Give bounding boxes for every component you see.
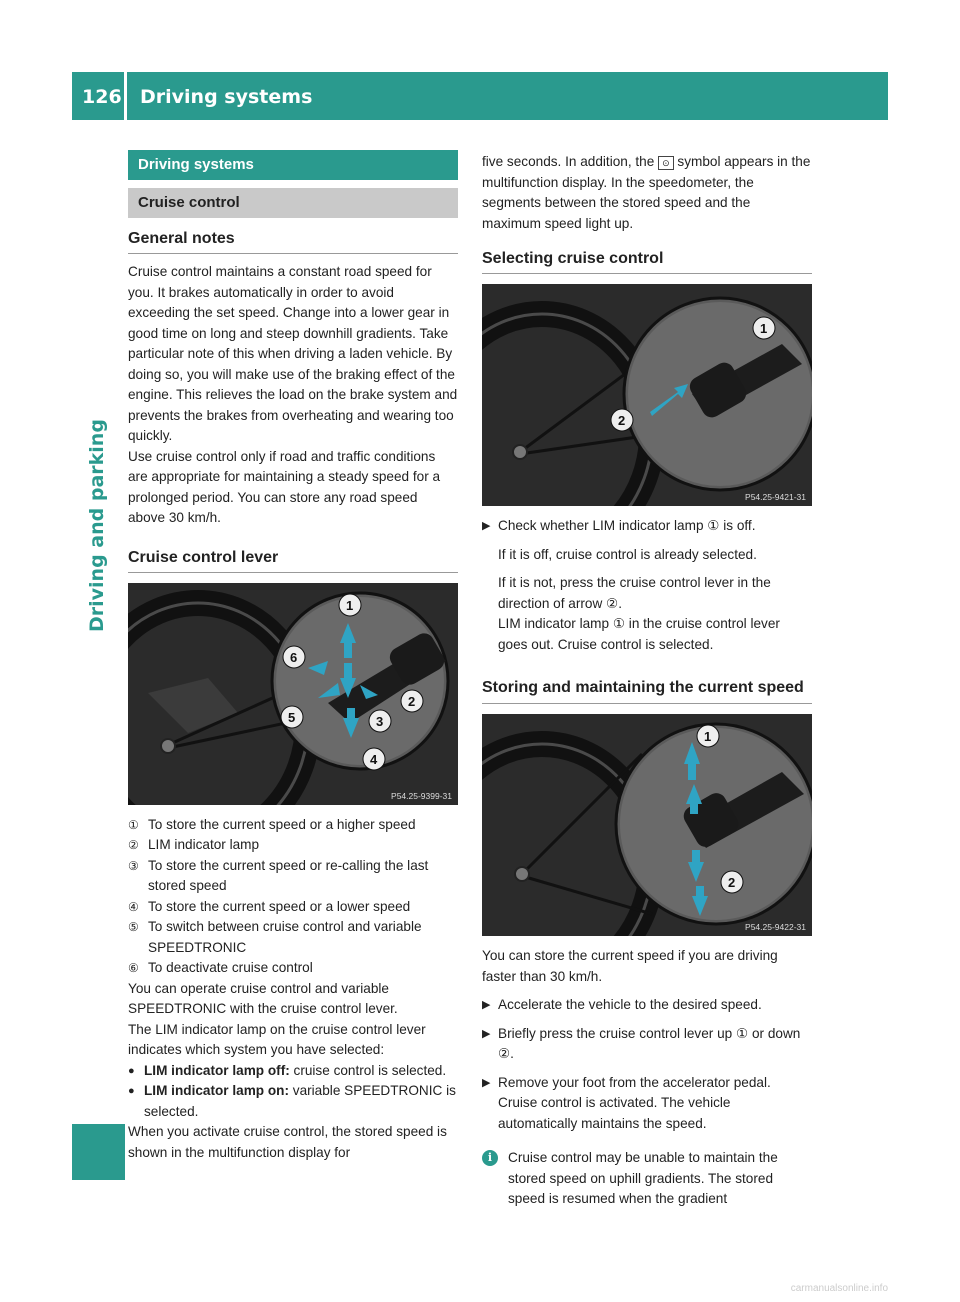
list-item: ▶ Check whether LIM indicator lamp ① is off. bbox=[482, 516, 812, 537]
figure-code: P54.25-9399-31 bbox=[391, 790, 452, 801]
info-icon: i bbox=[482, 1150, 498, 1166]
list-item: ② LIM indicator lamp bbox=[128, 837, 260, 852]
list-item: ▶ Remove your foot from the accelerator pedal. Cruise control is activated. The vehicle automatically maintains the speed. bbox=[482, 1073, 812, 1135]
left-column bbox=[128, 150, 458, 1163]
bullet-icon: ● bbox=[128, 1064, 135, 1077]
list-item: ● LIM indicator lamp off: cruise control is selected. bbox=[128, 1061, 458, 1082]
activate-paragraph: When you activate cruise control, the stored speed is shown in the multifunction display for bbox=[128, 1124, 447, 1160]
select-paragraph-1: If it is off, cruise control is already selected. bbox=[498, 546, 757, 562]
lever-legend bbox=[128, 815, 458, 979]
lim-paragraph: The LIM indicator lamp on the cruise control lever indicates which system you have selected: bbox=[128, 1021, 426, 1057]
marker-1: 1 bbox=[346, 597, 354, 613]
marker-2: 2 bbox=[408, 693, 416, 709]
selecting-figure bbox=[482, 284, 812, 506]
general-notes-heading: General notes bbox=[128, 230, 458, 254]
list-item: ③ To store the current speed or re-calling the last stored speed bbox=[128, 857, 429, 893]
select-paragraph-3: LIM indicator lamp ① in the cruise control lever goes out. Cruise control is selected. bbox=[498, 616, 780, 652]
step-arrow-icon: ▶ bbox=[482, 520, 491, 532]
side-tab-block bbox=[72, 1124, 125, 1180]
storing-figure bbox=[482, 714, 812, 936]
footer-watermark: carmanualsonline.info bbox=[790, 1283, 888, 1294]
cruise-lever-figure bbox=[128, 583, 458, 805]
selecting-heading: Selecting cruise control bbox=[482, 250, 812, 274]
marker-1: 1 bbox=[760, 321, 768, 336]
page-header bbox=[72, 72, 888, 120]
selecting-illustration bbox=[482, 284, 812, 506]
section-heading: Driving systems bbox=[128, 150, 458, 180]
cruise-control-symbol-icon: ⊙ bbox=[658, 156, 674, 170]
select-paragraph-2: If it is not, press the cruise control lever in the direction of arrow ②. bbox=[498, 575, 771, 611]
side-tab-label: Driving and parking bbox=[86, 419, 108, 632]
subsection-heading: Cruise control bbox=[128, 188, 458, 218]
marker-2: 2 bbox=[728, 875, 736, 890]
step-arrow-icon: ▶ bbox=[482, 1076, 491, 1089]
side-tab bbox=[86, 419, 112, 632]
list-item: ● LIM indicator lamp on: variable SPEEDTRONIC is selected. bbox=[128, 1081, 458, 1122]
marker-4: 4 bbox=[370, 751, 378, 767]
general-notes-paragraph-2: Use cruise control only if road and traffic conditions are appropriate for maintaining a steady speed for a prolonged period. You can store any road speed above 30 km/h. bbox=[128, 448, 441, 525]
cruise-lever-heading: Cruise control lever bbox=[128, 549, 458, 573]
marker-2: 2 bbox=[618, 413, 626, 428]
continued-paragraph: five seconds. In addition, the ⊙ symbol appears in the multifunction display. In the speedometer, the segments between the stored speed and the maximum speed light up. bbox=[482, 154, 811, 231]
bullet-icon: ● bbox=[128, 1085, 135, 1097]
marker-3: 3 bbox=[376, 713, 384, 729]
header-divider bbox=[124, 72, 127, 120]
list-item: ⑤ To switch between cruise control and variable SPEEDTRONIC bbox=[128, 919, 422, 955]
marker-5: 5 bbox=[288, 709, 296, 725]
storing-illustration bbox=[482, 714, 812, 936]
header-title: Driving systems bbox=[140, 86, 313, 108]
list-item: ▶ Accelerate the vehicle to the desired speed. bbox=[482, 995, 812, 1016]
store-paragraph: You can store the current speed if you are driving faster than 30 km/h. bbox=[482, 948, 778, 984]
storing-heading: Storing and maintaining the current speed bbox=[482, 677, 812, 704]
page-number: 126 bbox=[82, 86, 122, 108]
list-item: ▶ Briefly press the cruise control lever up ① or down ②. bbox=[482, 1024, 812, 1065]
figure-code: P54.25-9421-31 bbox=[745, 492, 806, 502]
cruise-lever-illustration bbox=[128, 583, 458, 805]
info-note: i Cruise control may be unable to maintain the stored speed on uphill gradients. The stored speed is resumed when the gradient bbox=[482, 1148, 812, 1210]
operate-paragraph: You can operate cruise control and variable SPEEDTRONIC with the cruise control lever. bbox=[128, 980, 398, 1016]
right-column bbox=[482, 152, 812, 1210]
step-arrow-icon: ▶ bbox=[482, 1027, 491, 1040]
list-item: ④ To store the current speed or a lower speed bbox=[128, 898, 411, 914]
list-item: ① To store the current speed or a higher speed bbox=[128, 816, 416, 832]
general-notes-paragraph-1: Cruise control maintains a constant road speed for you. It brakes automatically in order to avoid exceeding the set speed. Change into a lower gear in good time on long and steep downhill gradients. Take particular note of this when driving a laden vehicle. By doing so, you will make use of the braking effect of the engine. This relieves the load on the brake system and prevents the brakes from overheating and wearing too quickly. bbox=[128, 264, 458, 443]
marker-1: 1 bbox=[704, 729, 712, 744]
figure-code: P54.25-9422-31 bbox=[745, 922, 806, 932]
marker-6: 6 bbox=[290, 649, 298, 665]
list-item: ⑥ To deactivate cruise control bbox=[128, 960, 313, 975]
step-arrow-icon: ▶ bbox=[482, 999, 491, 1011]
